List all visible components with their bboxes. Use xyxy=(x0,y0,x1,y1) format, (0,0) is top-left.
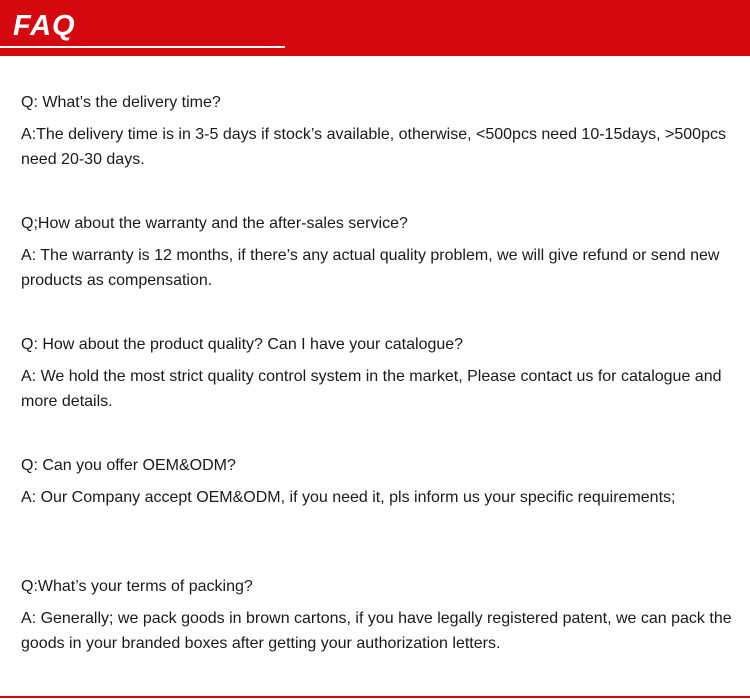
faq-question: Q: Can you offer OEM&ODM? xyxy=(21,457,236,474)
faq-list xyxy=(21,91,733,696)
page-title: FAQ xyxy=(13,10,76,42)
faq-item-packing xyxy=(21,575,733,696)
faq-answer: A: Our Company accept OEM&ODM, if you need it, pls inform us your specific requirements; xyxy=(21,489,676,506)
faq-header-banner xyxy=(0,0,750,56)
faq-answer: A: The warranty is 12 months, if there’s any actual quality problem, we will give refund or send new products as compensation. xyxy=(21,247,720,289)
faq-question: Q:What’s your terms of packing? xyxy=(21,578,253,595)
faq-item-oem-odm xyxy=(21,454,733,575)
faq-answer: A: Generally; we pack goods in brown cartons, if you have legally registered patent, we can pack the goods in your branded boxes after getting your authorization letters. xyxy=(21,610,732,652)
title-underline xyxy=(0,46,285,48)
faq-question: Q;How about the warranty and the after-sales service? xyxy=(21,215,408,232)
bottom-divider xyxy=(0,696,750,698)
faq-item-quality xyxy=(21,333,733,454)
faq-answer: A:The delivery time is in 3-5 days if stock’s available, otherwise, <500pcs need 10-15days, >500pcs need 20-30 days. xyxy=(21,126,726,168)
faq-item-delivery xyxy=(21,91,733,212)
faq-question: Q: What’s the delivery time? xyxy=(21,94,221,111)
faq-item-warranty xyxy=(21,212,733,333)
faq-question: Q: How about the product quality? Can I have your catalogue? xyxy=(21,336,464,353)
faq-answer: A: We hold the most strict quality control system in the market, Please contact us for catalogue and more details. xyxy=(21,368,722,410)
